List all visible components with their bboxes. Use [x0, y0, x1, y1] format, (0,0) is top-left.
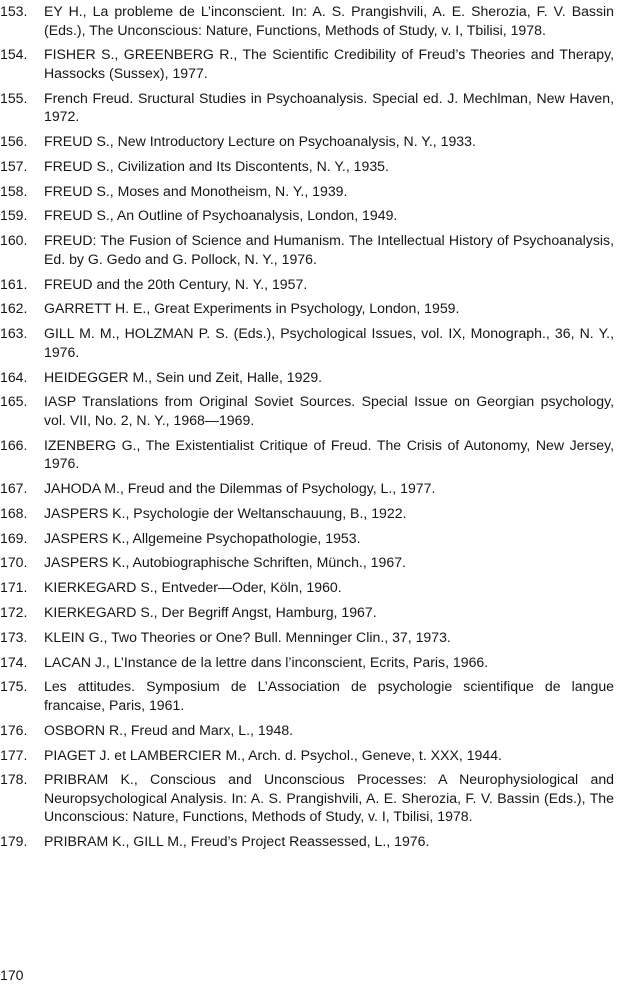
reference-text: EY H., La probleme de L’inconscient. In: A. S. Prangishvili, A. E. Sherozia, F. V. Bassin (Eds.), The Unconscious: Nature, Functions, Methods of Study, v. I, Tbilisi, 1978. — [44, 3, 614, 38]
reference-number: 156. — [0, 133, 28, 150]
reference-text: JASPERS K., Psychologie der Weltanschauung, B., 1922. — [44, 504, 407, 521]
reference-text: JASPERS K., Allgemeine Psychopathologie, 1953. — [44, 529, 361, 546]
reference-text: FREUD S., Civilization and Its Discontents, N. Y., 1935. — [44, 157, 389, 174]
reference-number: 165. — [0, 393, 28, 410]
reference-text: PRIBRAM K., GILL M., Freud’s Project Reassessed, L., 1976. — [44, 833, 430, 850]
reference-item — [0, 299, 614, 318]
reference-item — [0, 721, 614, 740]
reference-text: PRIBRAM K., Conscious and Unconscious Processes: A Neurophysiological and Neuropsychological Analysis. In: A. S. Prangishvili, A. E. Sherozia, F. V. Bassin (Eds.), The Unconscious: Nature, Functions, Methods of Study, v. I, Tbilisi, 1978. — [44, 771, 614, 825]
reference-number: 158. — [0, 182, 28, 199]
reference-item — [0, 324, 614, 361]
reference-number: 164. — [0, 368, 28, 385]
reference-number: 155. — [0, 89, 28, 106]
reference-text: JAHODA M., Freud and the Dilemmas of Psychology, L., 1977. — [44, 480, 436, 497]
reference-text: HEIDEGGER M., Sein und Zeit, Halle, 1929. — [44, 368, 323, 385]
reference-text: KIERKEGARD S., Entveder—Oder, Köln, 1960. — [44, 579, 342, 596]
reference-item — [0, 504, 614, 523]
reference-item — [0, 206, 614, 225]
reference-number: 174. — [0, 653, 28, 670]
reference-text: FREUD and the 20th Century, N. Y., 1957. — [44, 275, 308, 292]
reference-text: GARRETT H. E., Great Experiments in Psychology, London, 1959. — [44, 300, 460, 317]
reference-item — [0, 770, 614, 826]
reference-number: 170. — [0, 554, 28, 571]
reference-number: 173. — [0, 628, 28, 645]
reference-item — [0, 182, 614, 201]
reference-item — [0, 45, 614, 82]
reference-item — [0, 553, 614, 572]
reference-item — [0, 578, 614, 597]
reference-number: 162. — [0, 300, 28, 317]
reference-number: 168. — [0, 504, 28, 521]
reference-text: GILL M. M., HOLZMAN P. S. (Eds.), Psychological Issues, vol. IX, Monograph., 36, N. Y., 1976. — [44, 325, 614, 360]
reference-text: FREUD: The Fusion of Science and Humanism. The Intellectual History of Psychoanalysis, Ed. by G. Gedo and G. Pollock, N. Y., 1976. — [44, 232, 614, 267]
reference-item — [0, 628, 614, 647]
reference-number: 177. — [0, 746, 28, 763]
reference-number: 153. — [0, 3, 28, 19]
reference-text: Les attitudes. Symposium de L’Association de psychologie scientifique de langue francaise, Paris, 1961. — [44, 678, 614, 713]
reference-item — [0, 132, 614, 151]
reference-item — [0, 832, 614, 851]
reference-number: 176. — [0, 721, 28, 738]
reference-text: JASPERS K., Autobiographische Schriften, Münch., 1967. — [44, 554, 406, 571]
reference-list — [0, 2, 614, 851]
reference-number: 175. — [0, 678, 28, 695]
reference-number: 161. — [0, 275, 28, 292]
reference-number: 167. — [0, 480, 28, 497]
reference-text: KLEIN G., Two Theories or One? Bull. Menninger Clin., 37, 1973. — [44, 628, 451, 645]
reference-text: FISHER S., GREENBERG R., The Scientific Credibility of Freud’s Theories and Therapy, Hassocks (Sussex), 1977. — [44, 46, 614, 81]
reference-number: 159. — [0, 207, 28, 224]
reference-number: 166. — [0, 436, 28, 453]
reference-number: 163. — [0, 325, 28, 342]
reference-item — [0, 436, 614, 473]
reference-item — [0, 231, 614, 268]
page-number: 170 — [0, 967, 24, 983]
reference-item — [0, 157, 614, 176]
reference-number: 179. — [0, 833, 28, 850]
reference-item — [0, 368, 614, 387]
reference-item — [0, 392, 614, 429]
reference-item — [0, 2, 614, 39]
reference-text: FREUD S., Moses and Monotheism, N. Y., 1939. — [44, 182, 348, 199]
reference-item — [0, 603, 614, 622]
reference-item — [0, 89, 614, 126]
reference-number: 154. — [0, 46, 28, 63]
reference-item — [0, 529, 614, 548]
reference-item — [0, 746, 614, 765]
reference-number: 157. — [0, 157, 28, 174]
reference-text: FREUD S., New Introductory Lecture on Psychoanalysis, N. Y., 1933. — [44, 133, 476, 150]
reference-text: PIAGET J. et LAMBERCIER M., Arch. d. Psychol., Geneve, t. XXX, 1944. — [44, 746, 502, 763]
reference-item — [0, 479, 614, 498]
reference-number: 171. — [0, 579, 28, 596]
reference-text: IZENBERG G., The Existentialist Critique of Freud. The Crisis of Autonomy, New Jersey, 1976. — [44, 436, 614, 472]
reference-text: OSBORN R., Freud and Marx, L., 1948. — [44, 721, 294, 738]
reference-text: IASP Translations from Original Soviet Sources. Special Issue on Georgian psychology, vol. VII, No. 2, N. Y., 1968—1969. — [44, 393, 614, 428]
reference-number: 178. — [0, 771, 28, 788]
reference-number: 160. — [0, 232, 28, 249]
reference-item — [0, 653, 614, 672]
reference-text: French Freud. Sructural Studies in Psychoanalysis. Special ed. J. Mechlman, New Haven, 1972. — [44, 89, 614, 125]
reference-number: 169. — [0, 529, 28, 546]
reference-text: FREUD S., An Outline of Psychoanalysis, London, 1949. — [44, 207, 398, 224]
reference-text: KIERKEGARD S., Der Begriff Angst, Hamburg, 1967. — [44, 604, 377, 620]
reference-number: 172. — [0, 604, 28, 620]
reference-item — [0, 677, 614, 714]
reference-item — [0, 275, 614, 294]
reference-text: LACAN J., L’Instance de la lettre dans l’inconscient, Ecrits, Paris, 1966. — [44, 653, 489, 670]
